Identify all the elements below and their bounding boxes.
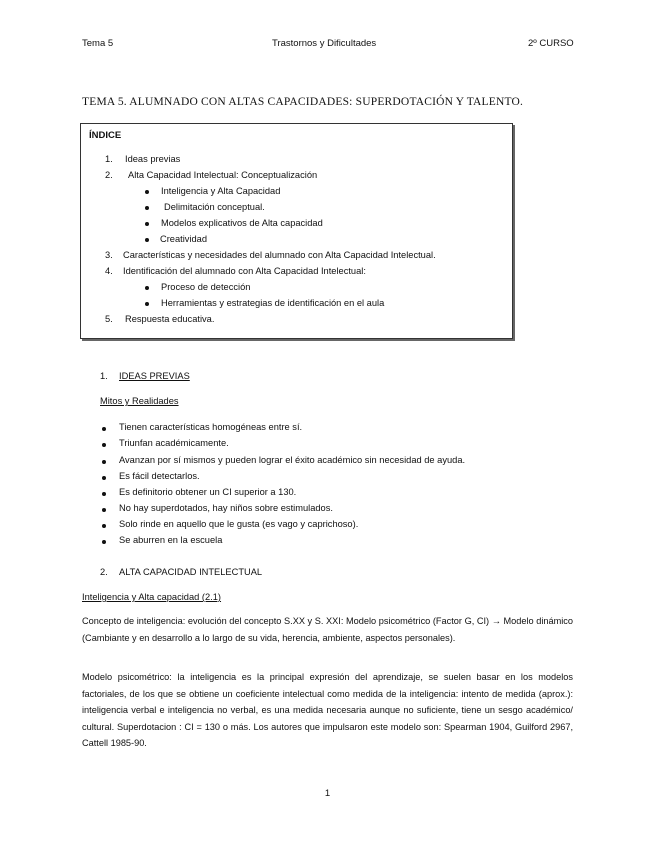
bullet-icon bbox=[102, 427, 106, 431]
list-item: Triunfan académicamente. bbox=[119, 438, 229, 448]
header-right: 2º CURSO bbox=[528, 38, 574, 49]
bullet-icon bbox=[102, 492, 106, 496]
index-item-num: 2. bbox=[105, 170, 113, 180]
index-item: Alta Capacidad Intelectual: Conceptualización bbox=[128, 170, 318, 180]
list-item: Avanzan por sí mismos y pueden lograr el éxito académico sin necesidad de ayuda. bbox=[119, 455, 466, 465]
list-item: Es definitorio obtener un CI superior a 130. bbox=[119, 487, 297, 497]
index-subitem: Inteligencia y Alta Capacidad bbox=[161, 186, 281, 196]
section-heading: IDEAS PREVIAS bbox=[119, 371, 190, 381]
paragraph: Modelo psicométrico: la inteligencia es la principal expresión del aprendizaje, se suelen basar en los modelos factoriales, de los que se obtiene un coeficiente intelectual como medida de la inteligencia: intento de medida (aprox.): inteligencia verbal e inteligencia no verbal, es una medida necesaria aunque no suficiente, tiene un sesgo académico/ cultural. Superdotacion : CI = 130 o más. Los autores que impulsaron este modelo son: Spearman 1904, Guilford 2967, Cattell 1985-90. bbox=[82, 672, 573, 748]
bullet-icon bbox=[102, 540, 106, 544]
index-heading: ÍNDICE bbox=[89, 130, 122, 141]
index-item: Características y necesidades del alumnado con Alta Capacidad Intelectual. bbox=[123, 250, 436, 260]
bullet-icon bbox=[102, 476, 106, 480]
section-number: 2. bbox=[100, 567, 108, 577]
section-subheading: Mitos y Realidades bbox=[100, 396, 179, 406]
bullet-icon bbox=[145, 206, 149, 210]
paragraph: Concepto de inteligencia: evolución del concepto S.XX y S. XXI: Modelo psicométrico (Factor G, CI) → Modelo dinámico (Cambiante y en desarrollo a lo largo de su vida, herencia, ambiente, aspectos personales). bbox=[82, 616, 573, 643]
index-item: Respuesta educativa. bbox=[125, 314, 215, 324]
index-subitem: Delimitación conceptual. bbox=[164, 202, 265, 212]
list-item: Es fácil detectarlos. bbox=[119, 471, 200, 481]
index-box bbox=[80, 123, 513, 339]
header-center: Trastornos y Dificultades bbox=[272, 38, 377, 49]
header-left: Tema 5 bbox=[82, 38, 114, 49]
bullet-icon bbox=[145, 190, 149, 194]
bullet-icon bbox=[102, 443, 106, 447]
bullet-icon bbox=[145, 238, 149, 242]
list-item: No hay superdotados, hay niños sobre estimulados. bbox=[119, 503, 333, 513]
index-subitem: Herramientas y estrategias de identificación en el aula bbox=[161, 298, 385, 308]
index-item-num: 5. bbox=[105, 314, 113, 324]
list-item: Tienen características homogéneas entre sí. bbox=[119, 422, 303, 432]
index-item-num: 4. bbox=[105, 266, 113, 276]
index-subitem: Modelos explicativos de Alta capacidad bbox=[161, 218, 323, 228]
section-number: 1. bbox=[100, 371, 108, 381]
index-subitem: Proceso de detección bbox=[161, 282, 251, 292]
page-number: 1 bbox=[324, 788, 331, 799]
index-item-num: 3. bbox=[105, 250, 113, 260]
index-item: Ideas previas bbox=[125, 154, 181, 164]
section-subheading: Inteligencia y Alta capacidad (2.1) bbox=[82, 592, 222, 602]
list-item: Solo rinde en aquello que le gusta (es vago y caprichoso). bbox=[119, 519, 359, 529]
bullet-icon bbox=[102, 460, 106, 464]
bullet-icon bbox=[145, 222, 149, 226]
bullet-icon bbox=[145, 286, 149, 290]
index-subitem: Creatividad bbox=[160, 234, 208, 244]
list-item: Se aburren en la escuela bbox=[119, 535, 223, 545]
bullet-icon bbox=[145, 302, 149, 306]
bullet-icon bbox=[102, 524, 106, 528]
document-title: TEMA 5. ALUMNADO CON ALTAS CAPACIDADES: SUPERDOTACIÓN Y TALENTO. bbox=[82, 96, 524, 108]
index-item: Identificación del alumnado con Alta Capacidad Intelectual: bbox=[123, 266, 366, 276]
section-heading: ALTA CAPACIDAD INTELECTUAL bbox=[119, 567, 263, 577]
bullet-icon bbox=[102, 508, 106, 512]
index-item-num: 1. bbox=[105, 154, 113, 164]
